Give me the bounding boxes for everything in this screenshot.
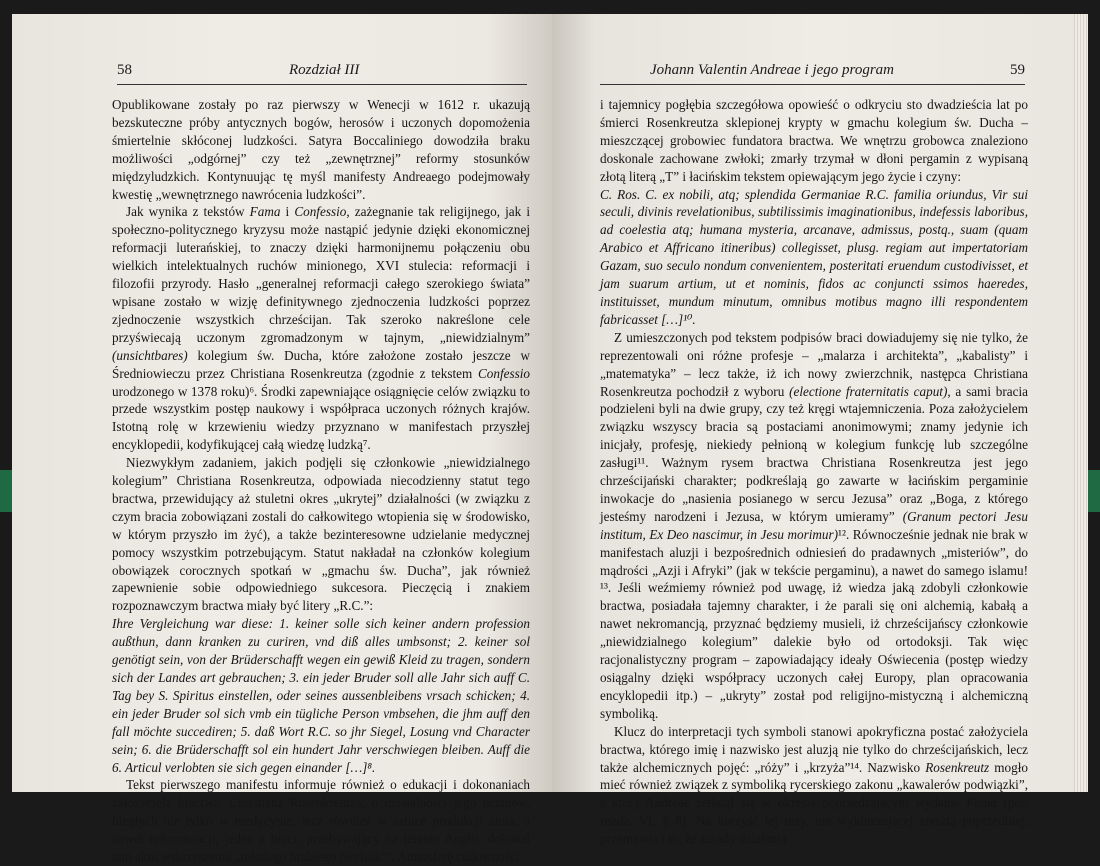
- text-run: Opublikowane zostały po raz pierwszy w Wenecji w 1612 r. ukazują bezskuteczne próby antycznych bogów, herosów i uczonych dopomożenia śmiertelnie skłóconej ludzkości. Satyra Boccaliniego dowodziła braku możliwości „odgórnej” czy też „zewnętrznej” reformy stosunków międzyludzkich. Kontynuując tę myśl manifesty Andreaego podejmowały kwestię „wewnętrznego nawrócenia ludzkości”.: [112, 97, 530, 202]
- page-edges: [1074, 14, 1088, 792]
- italic-text: Fama: [966, 795, 998, 811]
- italic-text: (electione fraternitatis caput): [789, 383, 948, 399]
- page-number: 59: [1010, 62, 1025, 78]
- text-run: Niezwykłym zadaniem, jakich podjęli się członkowie „niewidzialnego kolegium” Christiana Rosenkreutza, odpowiada niecodzienny statut tego bractwa, przewidujący aż stuletni okres „ukrytej” działalności (w związku z czym bracia zobowiązani zostali do całkowitego wtopienia się w środowisko, w którym przyszło im żyć), a także bezinteresowne udzielanie medycznej pomocy wszystkim potrzebującym. Statut nakładał na członków kolegium obowiązek corocznych spotkań w „gmachu św. Ducha”, jak również zapewnienie sobie odpowiedniego sukcesora. Pieczęcią i znakiem rozpoznawczym bractwa miały być litery „R.C.”:: [112, 455, 530, 614]
- paragraph: [600, 723, 1028, 848]
- text-run: urodzonego w 1378 roku)⁶. Środki zapewniające osiągnięcie celów związku to przede wszystkim postęp naukowy i współpraca uczonych różnych krajów. Istotną rolę w krzewieniu wiedzy przyznano w manifestach przyszłej encyklopedii, kodyfikującej całą wiedzę ludzką⁷.: [112, 383, 530, 453]
- left-page: [12, 14, 552, 865]
- italic-text: Rosenkreutz: [925, 759, 990, 775]
- text-run: , a sami bracia podzieleni byli na dwie grupy, czy też kręgi wtajemniczenia. Poza założycielem związku wszyscy bracia są postaciami anonimowymi; znamy jedynie ich inicjały, profesję, niekiedy pełnioną w kolegium funkcję lub szczególne zasługi¹¹. Ważnym rysem bractwa Christiana Rosenkreutza jest jego chrześcijański charakter; podkreślają go zawarte w łacińskim pergaminie inwokacje do „nasienia posianego w sercu Jezusa” oraz „Boga, z którego jesteśmy narodzeni i Jezusa, w którym umieramy”: [600, 383, 1028, 524]
- paragraph: [600, 96, 1028, 186]
- running-head: Johann Valentin Andreae i jego program: [650, 62, 894, 78]
- text-run: kolegium św. Ducha, które założone zostało jeszcze w Średniowieczu przez Christiana Rosenkreutza (zgodnie z tekstem: [112, 347, 530, 381]
- italic-text: Fama: [249, 204, 281, 220]
- running-head: Rozdział III: [289, 62, 360, 78]
- text-run: Klucz do interpretacji tych symboli stanowi apokryficzna postać założyciela bractwa, którego imię i nazwisko jest aluzją nie tylko do chrześcijańskich, lecz także alchemicznych pojęć: „róży” i „krzyża”¹⁴. Nazwisko: [600, 723, 1028, 775]
- text-run: , zażegnanie tak religijnego, jak i społeczno-politycznego kryzysu może nastąpić jedynie dzięki ekonomicznej reformacji luterańskiej, to znaczy dzięki harmonijnemu połączeniu obu wielkich intelektualnych ruchów minionego, XVI stulecia: reformacji i filozofii przyrody. Hasło „generalnej reformacji całego szerokiego świata” wpisane zostało w wizję definitywnego zjednoczenia ludzkości poprzez zjednoczenie wszystkich chrześcijan. Tak szeroko nakreślone cele przyświecają uczonym zgromadzonym w tajnym, „niewidzialnym”: [112, 204, 530, 345]
- block-quote: [600, 186, 1028, 329]
- header-rule: [117, 84, 527, 85]
- italic-text: (unsichtbares): [112, 347, 188, 363]
- page-number: 58: [117, 62, 132, 78]
- paragraph: [112, 776, 530, 866]
- header-rule: [600, 84, 1025, 85]
- green-tab-right: [1086, 470, 1100, 512]
- left-page-body: [112, 96, 530, 866]
- right-page-body: [600, 96, 1028, 848]
- text-run: mogło mieć również związek z symboliką rycerskiego zakonu „kawalerów podwiązki”, z którą Andreae zetknął się w okresie poprzedzającym wydanie: [600, 759, 1028, 811]
- paragraph: [112, 203, 530, 454]
- text-run: ¹². Równocześnie jednak nie brak w manifestach aluzji i bezpośrednich odniesień do pradawnych „misteriów”, do mądrości „Azji i Afryki” (jak w tekście pergaminu), a nawet do samego islamu!¹³. Jeśli weźmiemy również pod uwagę, iż wiedza jaką zdobyli członkowie bractwa, posiadała tajemny charakter, i że parali się oni alchemią, kabałą a nawet nekromancją, przyznać będziemy musieli, iż chrześcijańscy członkowie „niewidzialnego kolegium” dalekie było od ortodoksji. Tak więc racjonalistyczny program – zapowiadający ideały Oświecenia (postęp wiedzy osiągalny dzięki współpracy uczonych całej Europy, plan opracowania encyklopedii itp.) – „ukryty” został pod religijno-mistyczną i alchemiczną symboliką.: [600, 526, 1029, 721]
- text-run: Tekst pierwszego manifestu informuje również o edukacji i dokonaniach założyciela bractwa, Christiana Rosenkreutza, o działalności jego uczniów, biegłych nie tylko w medycynie, lecz również w sztuce produkcji złota, a nawet nekromancji; jeden z braci, przebywający na terenie Anglii, dokonał tam aktu wskrzeszenia „młodego hrabiego Norfolk”⁹. Atmosferę cudowności: [112, 777, 530, 865]
- left-page-header: [117, 62, 527, 84]
- paragraph: [600, 329, 1028, 723]
- text-run: Z umieszczonych pod tekstem podpisów braci dowiadujemy się nie tylko, że reprezentowali oni różne profesje – „malarza i architekta”, „kabalisty” i „matematyka” – lecz także, iż ich nowy zwierzchnik, następca Christiana Rosenkreutza pochodził z wyboru: [600, 329, 1028, 399]
- paragraph: [112, 96, 530, 203]
- italic-text: Confessio: [294, 204, 347, 220]
- text-run: (por. rozdz. VI, § 8). Na korzyść tej tezy, nie wykluczającej zresztą poprzedniej, przemawia i to, że zasady działania: [600, 795, 1028, 847]
- right-page: [552, 14, 1088, 847]
- text-run: i tajemnicy pogłębia szczegółowa opowieść o odkryciu sto dwadzieścia lat po śmierci Rosenkreutza sklepionej krypty w gmachu kolegium św. Ducha – mieszczącej grobowiec fundatora bractwa. We wnętrzu grobowca znaleziono doskonale zachowane zwłoki; zmarły trzymał w dłoni pergamin z wypisaną złotą literą „T” i łacińskim tekstem opiewającym jego życie i czyny:: [600, 97, 1028, 184]
- open-book: [12, 14, 1088, 865]
- italic-text: Confessio: [477, 365, 530, 381]
- text-run: i: [280, 204, 295, 220]
- italic-text: (Granum pectori Jesu institum, Ex Deo nascimur, in Jesu morimur): [600, 508, 1028, 542]
- paragraph: [112, 454, 530, 615]
- block-quote: [112, 615, 530, 776]
- text-run: C. Ros. C. ex nobili, atq; splendida Germaniae R.C. familia oriundus, Vir sui seculi, divinis revelationibus, subtilissimis imaginationibus, indefessis laboribus, ad coelestia atq; humana mysteria, arcanave, admissus, postq., suam (quam Arabico et Affricano itineribus) collegisset, plusg. regiam aut impertatoriam Gazam, suo seculo nondum convenientem, posteritati eruendum custodivisset, et jam suarum artium, ut et nominis, fidos ac conjuncti ssimos haeredes, instituisset, mundum minutum, omnibus motibus magno illi respondentem fabricasset […]¹⁰.: [600, 186, 1028, 327]
- text-run: Jak wynika z tekstów: [126, 204, 250, 220]
- right-page-header: [600, 62, 1025, 84]
- text-run: Ihre Vergleichung war diese: 1. keiner solle sich keiner andern profession außthun, dann kranken zu curiren, vnd diß alles umbsonst; 2. keiner sol genötigt sein, von der Brüderschafft wegen ein gewiß Kleid zu tragen, sondern sich der Landes art gebrauchen; 3. ein jeder Bruder soll alle Jahr sich auff C. Tag bey S. Spiritus einstellen, oder seines aussenbleibens vrsach schicken; 4. ein jeder Bruder sol sich vmb ein tügliche Person vmbsehen, die jhm auff den fall möchte succediren; 5. daß Wort R.C. so jhr Siegel, Losung vnd Character sein; 6. die Brüderschafft sol ein hundert Jahr verschwiegen bleiben. Auff die 6. Articul verlobten sie sich gegen einander […]⁸.: [112, 616, 530, 775]
